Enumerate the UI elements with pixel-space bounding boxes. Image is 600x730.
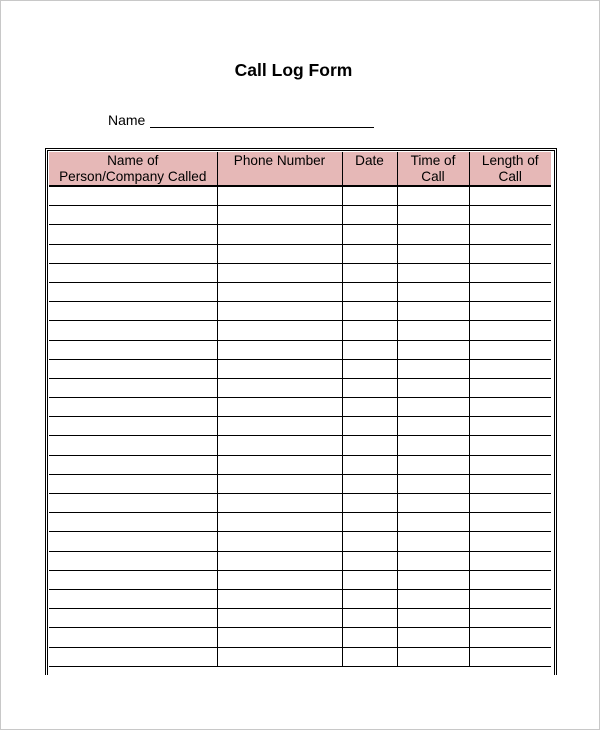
cell-phone[interactable] [217,263,342,282]
cell-length[interactable] [469,378,551,397]
cell-name[interactable] [49,302,217,321]
table-row [49,474,551,493]
cell-length[interactable] [469,474,551,493]
cell-length[interactable] [469,263,551,282]
cell-date[interactable] [342,359,397,378]
column-header-phone: Phone Number [217,152,342,186]
name-label: Name [108,112,146,128]
cell-name[interactable] [49,551,217,570]
cell-date[interactable] [342,244,397,263]
call-log-table-frame [45,148,557,675]
cell-name[interactable] [49,609,217,628]
cell-date[interactable] [342,436,397,455]
cell-phone[interactable] [217,628,342,647]
cell-name[interactable] [49,532,217,551]
cell-time[interactable] [397,647,469,666]
cell-length[interactable] [469,225,551,244]
cell-date[interactable] [342,647,397,666]
cell-date[interactable] [342,628,397,647]
cell-time[interactable] [397,551,469,570]
cell-length[interactable] [469,532,551,551]
cell-name[interactable] [49,474,217,493]
cell-time[interactable] [397,206,469,225]
cell-date[interactable] [342,321,397,340]
cell-phone[interactable] [217,417,342,436]
cell-time[interactable] [397,340,469,359]
cell-time[interactable] [397,589,469,608]
cell-date[interactable] [342,494,397,513]
table-row [49,436,551,455]
cell-phone[interactable] [217,494,342,513]
cell-date[interactable] [342,186,397,206]
cell-length[interactable] [469,186,551,206]
table-row [49,570,551,589]
cell-length[interactable] [469,302,551,321]
cell-length[interactable] [469,359,551,378]
cell-phone[interactable] [217,455,342,474]
cell-date[interactable] [342,589,397,608]
cell-length[interactable] [469,321,551,340]
column-header-length: Length of Call [469,152,551,186]
table-row [49,609,551,628]
form-title: Call Log Form [234,60,353,80]
cell-name[interactable] [49,570,217,589]
cell-name[interactable] [49,513,217,532]
cell-length[interactable] [469,455,551,474]
table-row [49,186,551,206]
cell-name[interactable] [49,417,217,436]
cell-date[interactable] [342,340,397,359]
cell-phone[interactable] [217,359,342,378]
cell-name[interactable] [49,378,217,397]
cell-time[interactable] [397,225,469,244]
cell-phone[interactable] [217,551,342,570]
cell-date[interactable] [342,302,397,321]
cell-time[interactable] [397,513,469,532]
cell-date[interactable] [342,455,397,474]
cell-time[interactable] [397,436,469,455]
cell-length[interactable] [469,570,551,589]
name-field-row [108,112,374,128]
cell-date[interactable] [342,225,397,244]
cell-name[interactable] [49,244,217,263]
cell-time[interactable] [397,186,469,206]
cell-length[interactable] [469,494,551,513]
table-row [49,494,551,513]
cell-time[interactable] [397,398,469,417]
table-header-row [49,152,551,186]
cell-time[interactable] [397,263,469,282]
cell-name[interactable] [49,340,217,359]
cell-date[interactable] [342,398,397,417]
cell-time[interactable] [397,455,469,474]
table-row [49,551,551,570]
name-input-line[interactable] [150,113,374,128]
cell-phone[interactable] [217,340,342,359]
cell-time[interactable] [397,474,469,493]
cell-phone[interactable] [217,206,342,225]
call-log-table [49,152,551,667]
cell-length[interactable] [469,628,551,647]
cell-phone[interactable] [217,378,342,397]
cell-date[interactable] [342,513,397,532]
table-row [49,302,551,321]
cell-time[interactable] [397,609,469,628]
cell-time[interactable] [397,244,469,263]
cell-length[interactable] [469,436,551,455]
cell-time[interactable] [397,378,469,397]
table-row [49,378,551,397]
cell-date[interactable] [342,417,397,436]
column-header-date: Date [342,152,397,186]
cell-phone[interactable] [217,589,342,608]
cell-time[interactable] [397,494,469,513]
cell-phone[interactable] [217,225,342,244]
cell-time[interactable] [397,321,469,340]
table-row [49,455,551,474]
cell-length[interactable] [469,589,551,608]
cell-length[interactable] [469,551,551,570]
cell-length[interactable] [469,417,551,436]
cell-length[interactable] [469,398,551,417]
cell-phone[interactable] [217,436,342,455]
cell-length[interactable] [469,513,551,532]
table-row [49,532,551,551]
cell-name[interactable] [49,628,217,647]
table-row [49,225,551,244]
table-row [49,513,551,532]
cell-phone[interactable] [217,321,342,340]
cell-time[interactable] [397,282,469,301]
cell-length[interactable] [469,609,551,628]
column-header-name: Name of Person/Company Called [49,152,217,186]
cell-time[interactable] [397,532,469,551]
table-body [49,186,551,666]
cell-time[interactable] [397,417,469,436]
cell-phone[interactable] [217,647,342,666]
cell-name[interactable] [49,398,217,417]
cell-length[interactable] [469,244,551,263]
cell-name[interactable] [49,647,217,666]
cell-phone[interactable] [217,302,342,321]
column-header-time: Time of Call [397,152,469,186]
cell-name[interactable] [49,436,217,455]
cell-phone[interactable] [217,532,342,551]
cell-name[interactable] [49,321,217,340]
cell-length[interactable] [469,282,551,301]
cell-time[interactable] [397,570,469,589]
table-row [49,321,551,340]
table-row [49,359,551,378]
cell-phone[interactable] [217,244,342,263]
cell-length[interactable] [469,340,551,359]
cell-date[interactable] [342,263,397,282]
table-row [49,647,551,666]
cell-date[interactable] [342,532,397,551]
cell-phone[interactable] [217,513,342,532]
cell-date[interactable] [342,282,397,301]
cell-phone[interactable] [217,398,342,417]
cell-phone[interactable] [217,609,342,628]
cell-name[interactable] [49,225,217,244]
cell-date[interactable] [342,206,397,225]
table-row [49,417,551,436]
cell-phone[interactable] [217,474,342,493]
table-row [49,263,551,282]
cell-time[interactable] [397,359,469,378]
cell-date[interactable] [342,378,397,397]
table-row [49,282,551,301]
cell-name[interactable] [49,589,217,608]
cell-name[interactable] [49,455,217,474]
cell-length[interactable] [469,206,551,225]
table-row [49,340,551,359]
cell-name[interactable] [49,494,217,513]
cell-date[interactable] [342,570,397,589]
cell-time[interactable] [397,302,469,321]
cell-date[interactable] [342,551,397,570]
table-row [49,398,551,417]
cell-time[interactable] [397,628,469,647]
cell-name[interactable] [49,206,217,225]
table-row [49,244,551,263]
cell-name[interactable] [49,263,217,282]
cell-name[interactable] [49,359,217,378]
table-row [49,206,551,225]
cell-name[interactable] [49,282,217,301]
table-row [49,628,551,647]
cell-date[interactable] [342,474,397,493]
cell-phone[interactable] [217,282,342,301]
cell-phone[interactable] [217,186,342,206]
cell-phone[interactable] [217,570,342,589]
cell-name[interactable] [49,186,217,206]
table-row [49,589,551,608]
cell-date[interactable] [342,609,397,628]
cell-length[interactable] [469,647,551,666]
